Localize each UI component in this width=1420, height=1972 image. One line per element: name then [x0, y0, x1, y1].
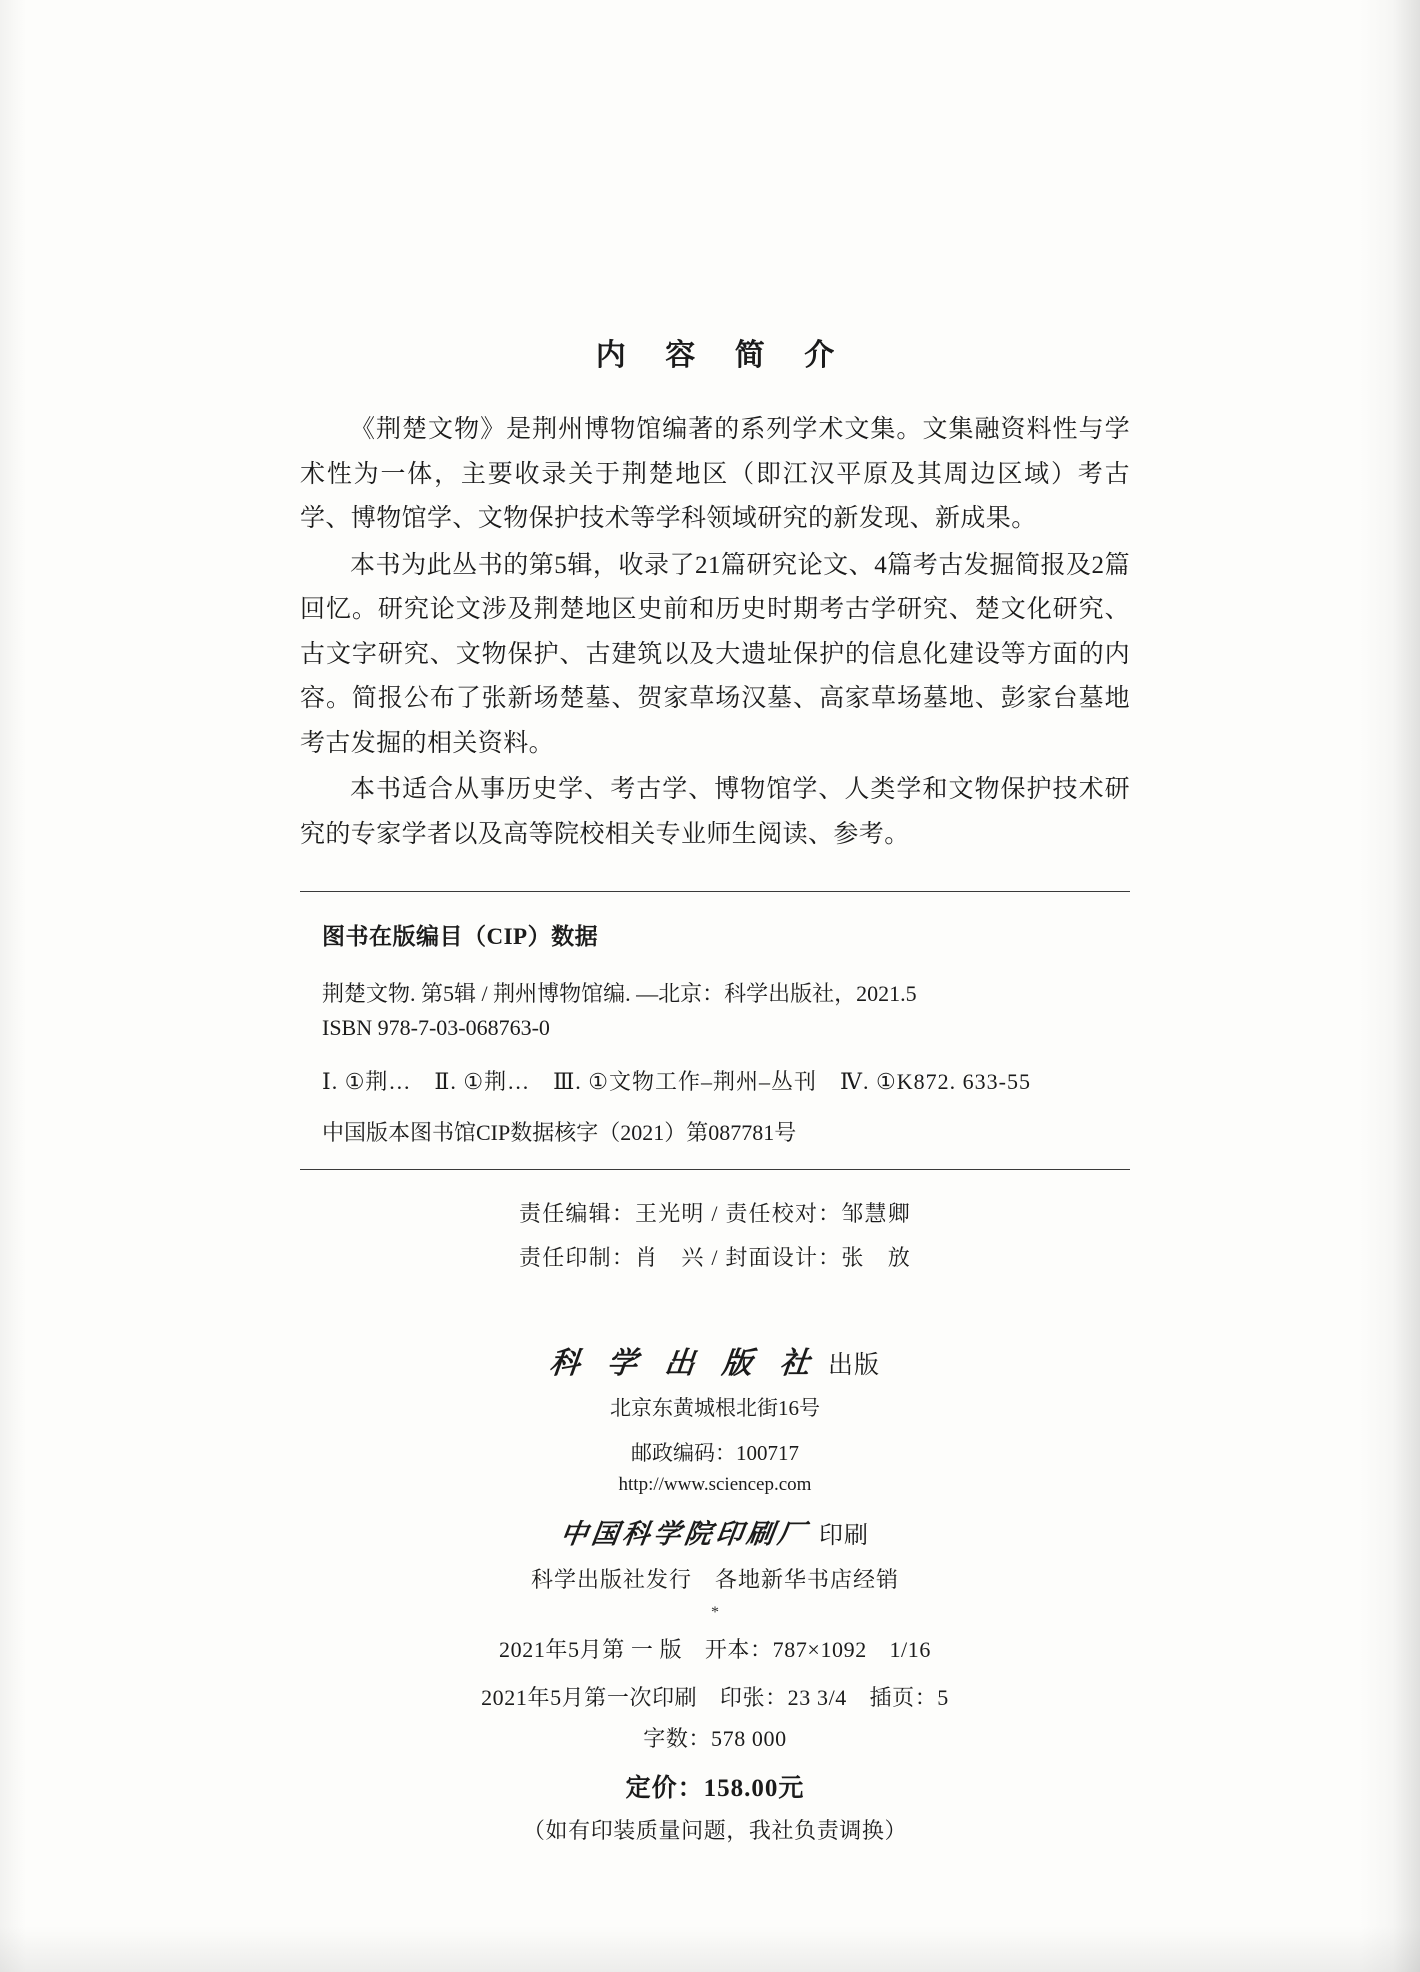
price-line: 定价：158.00元 [625, 1774, 805, 1802]
divider-top [300, 891, 1130, 892]
scan-edge-left [0, 0, 26, 1972]
print-run-line: 2021年5月第一次印刷 印张：23 3/4 插页：5 [481, 1685, 949, 1711]
cip-heading: 图书在版编目（CIP）数据 [322, 924, 599, 949]
page-title: 内 容 简 介 [595, 339, 851, 372]
publisher-line [300, 1338, 1130, 1382]
publisher-address: 北京东黄城根北街16号 [610, 1396, 820, 1421]
cip-bibliographic-block [300, 977, 1130, 1045]
printer-logo: 中国科学院印刷厂 [558, 1518, 811, 1549]
publisher-logo: 科 学 出 版 社 [547, 1347, 822, 1381]
quality-note: （如有印装质量问题，我社负责调换） [522, 1817, 908, 1843]
imprint-block [300, 1338, 1130, 1845]
edition-line: 2021年5月第 一 版 开本：787×1092 1/16 [499, 1636, 931, 1662]
word-count-line: 字数：578 000 [643, 1726, 787, 1752]
credit-printing-line: 责任印制：肖 兴 / 封面设计：张 放 [519, 1245, 911, 1271]
printer-suffix: 印刷 [819, 1522, 869, 1549]
separator-asterisk: * [711, 1603, 719, 1621]
scan-edge-bottom [0, 1926, 1420, 1972]
cip-isbn: ISBN 978-7-03-068763-0 [322, 1015, 550, 1041]
divider-bottom [300, 1169, 1130, 1170]
printer-line [300, 1512, 1130, 1551]
scan-edge-right [1360, 0, 1420, 1972]
distribution-line: 科学出版社发行 各地新华书店经销 [530, 1566, 899, 1592]
credit-editor-line: 责任编辑：王光明 / 责任校对：邹慧卿 [519, 1201, 911, 1227]
cip-classification: Ⅰ. ①荆… Ⅱ. ①荆… Ⅲ. ①文物工作–荆州–丛刊 Ⅳ. ①K872. 633-55 [322, 1069, 1031, 1095]
publisher-postcode: 邮政编码：100717 [631, 1440, 799, 1465]
summary-paragraph-3: 本书适合从事历史学、考古学、博物馆学、人类学和文物保护技术研究的专家学者以及高等院校相关专业师生阅读、参考。 [300, 776, 1130, 848]
publisher-suffix: 出版 [827, 1352, 880, 1380]
summary-paragraph-2: 本书为此丛书的第5辑，收录了21篇研究论文、4篇考古发掘简报及2篇回忆。研究论文涉及荆楚地区史前和历史时期考古学研究、楚文化研究、古文字研究、文物保护、古建筑以及大遗址保护的信息化建设等方面的内容。简报公布了张新场楚墓、贺家草场汉墓、高家草场墓地、彭家台墓地考古发掘的相关资料。 [300, 551, 1130, 757]
publisher-url[interactable]: http://www.sciencep.com [618, 1473, 812, 1495]
summary-paragraph-1: 《荆楚文物》是荆州博物馆编著的系列学术文集。文集融资料性与学术性为一体，主要收录关于荆楚地区（即江汉平原及其周边区域）考古学、博物馆学、文物保护技术等学科领域研究的新发现、新成果。 [300, 416, 1130, 532]
credits-block [300, 1192, 1130, 1280]
cip-nucleus-number: 中国版本图书馆CIP数据核字（2021）第087781号 [322, 1120, 797, 1146]
cip-title-line: 荆楚文物. 第5辑 / 荆州博物馆编. —北京：科学出版社，2021.5 [322, 981, 917, 1006]
page-content [300, 330, 1130, 1845]
